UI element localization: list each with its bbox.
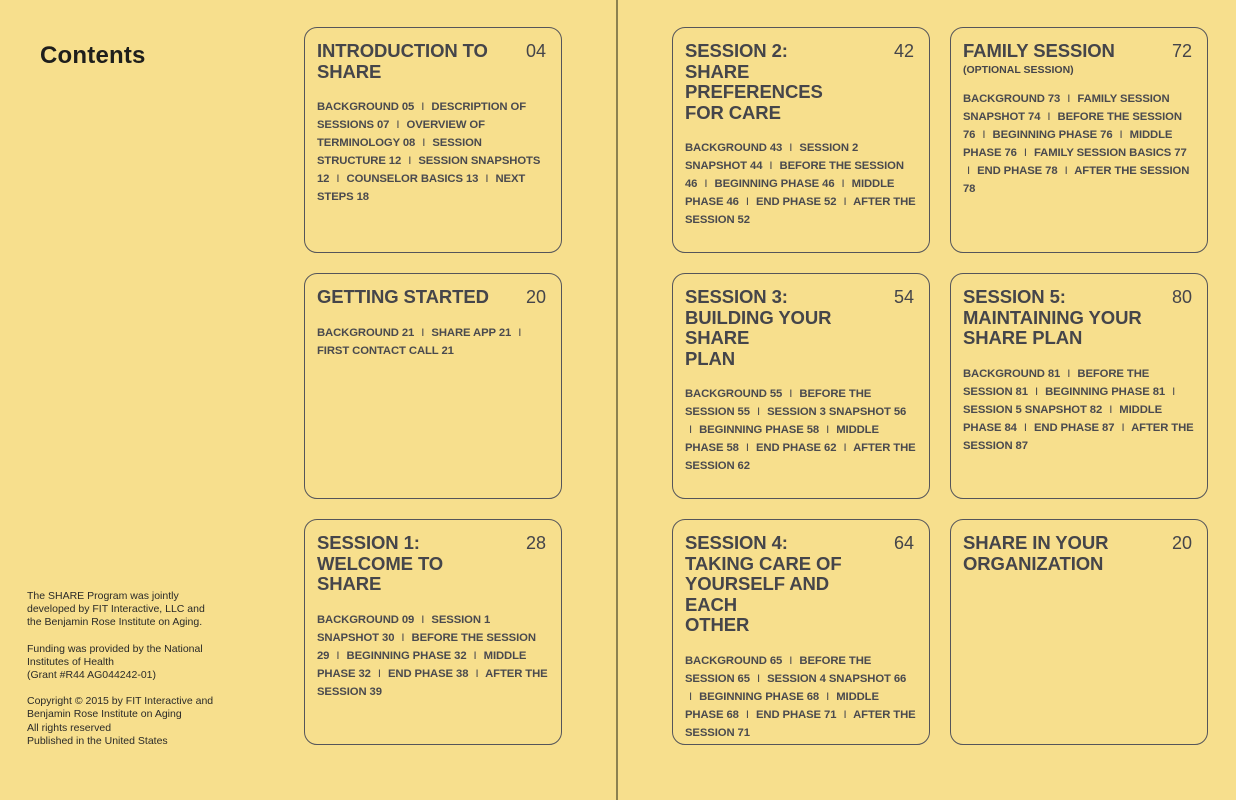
separator-bar: I xyxy=(1034,385,1039,398)
separator-bar: I xyxy=(789,388,793,400)
section-card-getting-started[interactable] xyxy=(304,273,562,499)
separator-bar: I xyxy=(421,613,425,626)
section-card-session-2[interactable] xyxy=(672,27,930,253)
separator-bar: I xyxy=(843,196,847,209)
subitem-link[interactable]: BACKGROUND 05 xyxy=(317,101,415,113)
subitem-link[interactable]: AFTER THE SESSION 52 xyxy=(685,196,916,227)
credits-line: Benjamin Rose Institute on Aging xyxy=(27,708,182,721)
separator-bar: I xyxy=(422,137,426,150)
section-header xyxy=(317,41,548,82)
separator-bar: I xyxy=(841,178,845,191)
separator-bar: I xyxy=(756,406,761,419)
credits xyxy=(27,590,227,761)
section-page-number: 64 xyxy=(893,533,914,553)
separator-bar: I xyxy=(1067,92,1071,105)
separator-bar: I xyxy=(789,654,793,667)
separator-bar: I xyxy=(1119,128,1123,141)
subitem-link[interactable]: MIDDLE PHASE 84 xyxy=(963,403,1162,434)
subitem-link[interactable]: BEGINNING PHASE 58 xyxy=(699,424,820,437)
subitem-link[interactable]: MIDDLE PHASE 32 xyxy=(317,649,527,680)
section-page-number: 04 xyxy=(525,41,546,61)
separator-bar: I xyxy=(1023,421,1027,434)
separator-bar: I xyxy=(336,649,340,662)
credits-line: the Benjamin Rose Institute on Aging. xyxy=(27,616,203,629)
separator-bar: I xyxy=(377,667,381,680)
separator-bar: I xyxy=(982,128,986,141)
separator-bar: I xyxy=(421,101,425,113)
separator-bar: I xyxy=(1064,164,1068,177)
separator-bar: I xyxy=(769,160,773,173)
section-title-line: GETTING STARTED xyxy=(317,286,489,307)
subitem-link[interactable]: MIDDLE PHASE 68 xyxy=(685,690,879,721)
subitem-link[interactable]: BACKGROUND 43 xyxy=(685,142,783,154)
subitem-link[interactable]: BACKGROUND 81 xyxy=(963,367,1061,380)
section-title-line: TAKING CARE OF xyxy=(685,552,842,574)
subitem-link[interactable]: MIDDLE PHASE 58 xyxy=(685,424,879,455)
section-title xyxy=(963,533,1194,574)
subitem-link[interactable]: SESSION SNAPSHOTS 12 xyxy=(317,155,541,186)
section-header xyxy=(963,287,1194,349)
separator-bar: I xyxy=(843,442,847,455)
section-page-number: 72 xyxy=(1171,41,1192,61)
subitem-link[interactable]: AFTER THE SESSION 62 xyxy=(685,442,916,473)
section-page-number: 20 xyxy=(525,287,546,307)
section-title-line: SESSION 5: xyxy=(963,286,1066,307)
subitem-link[interactable]: BEFORE THE SESSION 76 xyxy=(963,110,1182,141)
separator-bar: I xyxy=(1121,421,1125,434)
section-title-line: SESSION 3: xyxy=(685,286,788,307)
section-title-line: YOURSELF AND EACH xyxy=(685,573,830,615)
section-title xyxy=(685,41,916,123)
separator-bar: I xyxy=(843,708,847,721)
subitem-link[interactable]: BEGINNING PHASE 46 xyxy=(714,178,835,191)
subitem-link[interactable]: END PHASE 78 xyxy=(977,164,1058,177)
section-header xyxy=(685,533,916,636)
separator-bar: I xyxy=(1067,367,1071,380)
subitem-link[interactable]: BEFORE THE SESSION 29 xyxy=(317,631,536,662)
section-card-session-5[interactable] xyxy=(950,273,1208,499)
section-title-line: INTRODUCTION TO xyxy=(317,40,488,61)
section-header xyxy=(317,287,548,308)
subitem-link[interactable]: BEFORE THE SESSION 65 xyxy=(685,654,872,685)
section-title-line: SHARE IN YOUR xyxy=(963,532,1109,553)
subitem-link[interactable]: AFTER THE SESSION 39 xyxy=(317,667,548,698)
section-header xyxy=(685,287,916,369)
subitem-link[interactable]: BACKGROUND 65 xyxy=(685,654,783,667)
subitem-link[interactable]: DESCRIPTION OF SESSIONS 07 xyxy=(317,101,527,132)
credits-line: Copyright © 2015 by FIT Interactive and xyxy=(27,695,214,708)
separator-bar: I xyxy=(1023,146,1027,159)
section-card-share-in-organization[interactable] xyxy=(950,519,1208,745)
section-subtitle: (OPTIONAL SESSION) xyxy=(963,63,1074,76)
subitem-link[interactable]: BEFORE THE SESSION 46 xyxy=(685,160,904,191)
subitem-link[interactable]: FAMILY SESSION BASICS 77 xyxy=(1033,146,1187,159)
section-subitems xyxy=(963,90,1194,199)
page-title: Contents xyxy=(40,42,146,69)
subitem-link[interactable]: AFTER THE SESSION 87 xyxy=(963,421,1194,452)
section-title xyxy=(963,287,1194,349)
section-card-family-session[interactable] xyxy=(950,27,1208,253)
separator-bar: I xyxy=(745,442,749,455)
separator-bar: I xyxy=(336,173,340,186)
subitem-link[interactable]: SESSION 2 SNAPSHOT 44 xyxy=(685,142,859,173)
section-subitems xyxy=(317,98,548,207)
separator-bar: I xyxy=(689,690,693,703)
section-title xyxy=(317,287,548,308)
separator-bar: I xyxy=(967,164,971,177)
subitem-link[interactable]: AFTER THE SESSION 78 xyxy=(963,164,1190,195)
subitem-link[interactable]: SESSION STRUCTURE 12 xyxy=(317,137,482,168)
section-title xyxy=(317,41,548,82)
subitem-link[interactable]: SESSION 4 SNAPSHOT 66 xyxy=(767,672,907,685)
subitem-link[interactable]: END PHASE 52 xyxy=(755,196,837,209)
section-title-line: WELCOME TO SHARE xyxy=(317,552,444,594)
subitem-link[interactable]: OVERVIEW OF TERMINOLOGY 08 xyxy=(317,119,485,150)
section-subitems xyxy=(685,385,916,475)
separator-bar: I xyxy=(826,690,830,703)
subitem-link[interactable]: NEXT STEPS 18 xyxy=(317,173,526,204)
section-title xyxy=(963,41,1194,62)
section-card-session-1[interactable] xyxy=(304,519,562,745)
credits-line: developed by FIT Interactive, LLC and xyxy=(27,603,205,616)
section-title xyxy=(685,287,916,369)
separator-bar: I xyxy=(421,326,425,339)
subitem-link[interactable]: BEGINNING PHASE 32 xyxy=(346,649,467,662)
section-title-line: SHARE PREFERENCES xyxy=(685,60,823,102)
subitem-link[interactable]: BEFORE THE SESSION 55 xyxy=(685,388,872,419)
section-subitems xyxy=(685,139,916,229)
credits-paragraph xyxy=(27,643,227,683)
subitem-link[interactable]: SESSION 3 SNAPSHOT 56 xyxy=(767,406,907,419)
section-page-number: 54 xyxy=(893,287,914,307)
section-header xyxy=(963,41,1194,76)
subitem-link[interactable]: MIDDLE PHASE 46 xyxy=(685,178,895,209)
section-title-line: FOR CARE xyxy=(685,101,781,123)
section-title xyxy=(317,533,548,595)
subitem-link[interactable]: COUNSELOR BASICS 13 xyxy=(346,173,479,186)
credits-paragraph xyxy=(27,695,227,748)
section-page-number: 28 xyxy=(525,533,546,553)
section-title-line: FAMILY SESSION xyxy=(963,40,1115,61)
section-header xyxy=(685,41,916,123)
subitem-link[interactable]: MIDDLE PHASE 76 xyxy=(963,128,1173,159)
subitem-link[interactable]: SHARE APP 21 xyxy=(431,326,512,339)
section-page-number: 20 xyxy=(1171,533,1192,553)
separator-bar: I xyxy=(1109,403,1113,416)
separator-bar: I xyxy=(745,708,749,721)
section-title-line: BUILDING YOUR SHARE xyxy=(685,306,832,348)
subitem-link[interactable]: BACKGROUND 21 xyxy=(317,326,415,339)
subitem-link[interactable]: FIRST CONTACT CALL 21 xyxy=(317,344,454,357)
credits-line: All rights reserved xyxy=(27,721,112,734)
separator-bar: I xyxy=(475,667,479,680)
subitem-link[interactable]: BACKGROUND 09 xyxy=(317,613,415,626)
credits-line: Published in the United States xyxy=(27,734,168,747)
subitem-link[interactable]: BEGINNING PHASE 81 xyxy=(1045,385,1166,398)
subitem-link[interactable]: FAMILY SESSION SNAPSHOT 74 xyxy=(963,92,1170,123)
page-fold xyxy=(616,0,618,800)
section-header xyxy=(963,533,1194,574)
credits-paragraph xyxy=(27,590,227,630)
separator-bar: I xyxy=(485,173,489,186)
separator-bar: I xyxy=(1047,110,1051,123)
section-title-line: MAINTAINING YOUR xyxy=(963,306,1142,328)
section-title-line: SESSION 1: xyxy=(317,532,420,553)
subitem-link[interactable]: BEFORE THE SESSION 81 xyxy=(963,367,1150,398)
subitem-link[interactable]: BACKGROUND 73 xyxy=(963,92,1061,105)
section-page-number: 42 xyxy=(893,41,914,61)
subitem-link[interactable]: SESSION 5 SNAPSHOT 82 xyxy=(963,403,1103,416)
section-header xyxy=(317,533,548,595)
section-subitems xyxy=(685,652,916,742)
credits-line: Funding was provided by the National xyxy=(27,642,203,655)
subitem-link[interactable]: END PHASE 71 xyxy=(755,708,837,721)
section-title-line: PLAN xyxy=(685,347,735,369)
separator-bar: I xyxy=(408,155,412,168)
credits-line: The SHARE Program was jointly xyxy=(27,590,179,602)
separator-bar: I xyxy=(518,326,522,339)
separator-bar: I xyxy=(704,178,708,191)
section-title-line: SHARE xyxy=(317,60,382,82)
section-card-session-3[interactable] xyxy=(672,273,930,499)
section-title-line: OTHER xyxy=(685,614,750,635)
section-title xyxy=(685,533,916,636)
section-card-introduction[interactable] xyxy=(304,27,562,253)
subitem-link[interactable]: BACKGROUND 55 xyxy=(685,388,783,400)
separator-bar: I xyxy=(745,196,749,209)
separator-bar: I xyxy=(401,631,405,644)
credits-line: (Grant #R44 AG044242-01) xyxy=(27,669,156,682)
subitem-link[interactable]: END PHASE 62 xyxy=(755,442,837,455)
credits-line: Institutes of Health xyxy=(27,655,114,668)
subitem-link[interactable]: AFTER THE SESSION 71 xyxy=(685,708,916,739)
separator-bar: I xyxy=(789,142,793,154)
subitem-link[interactable]: BEGINNING PHASE 68 xyxy=(699,690,820,703)
section-title-line: ORGANIZATION xyxy=(963,552,1104,574)
subitem-link[interactable]: SESSION 1 SNAPSHOT 30 xyxy=(317,613,491,644)
separator-bar: I xyxy=(826,424,830,437)
section-title-line: SESSION 4: xyxy=(685,532,788,553)
separator-bar: I xyxy=(689,424,693,437)
section-subitems xyxy=(963,365,1194,455)
subitem-link[interactable]: END PHASE 38 xyxy=(387,667,469,680)
section-subitems xyxy=(317,611,548,701)
subitem-link[interactable]: END PHASE 87 xyxy=(1033,421,1115,434)
section-card-session-4[interactable] xyxy=(672,519,930,745)
section-page-number: 80 xyxy=(1171,287,1192,307)
separator-bar: I xyxy=(756,672,761,685)
section-subitems xyxy=(317,324,548,360)
subitem-link[interactable]: BEGINNING PHASE 76 xyxy=(992,128,1113,141)
section-title-line: SESSION 2: xyxy=(685,40,788,61)
separator-bar: I xyxy=(396,119,400,132)
separator-bar: I xyxy=(473,649,477,662)
separator-bar: I xyxy=(1172,385,1176,398)
section-title-line: SHARE PLAN xyxy=(963,327,1083,348)
